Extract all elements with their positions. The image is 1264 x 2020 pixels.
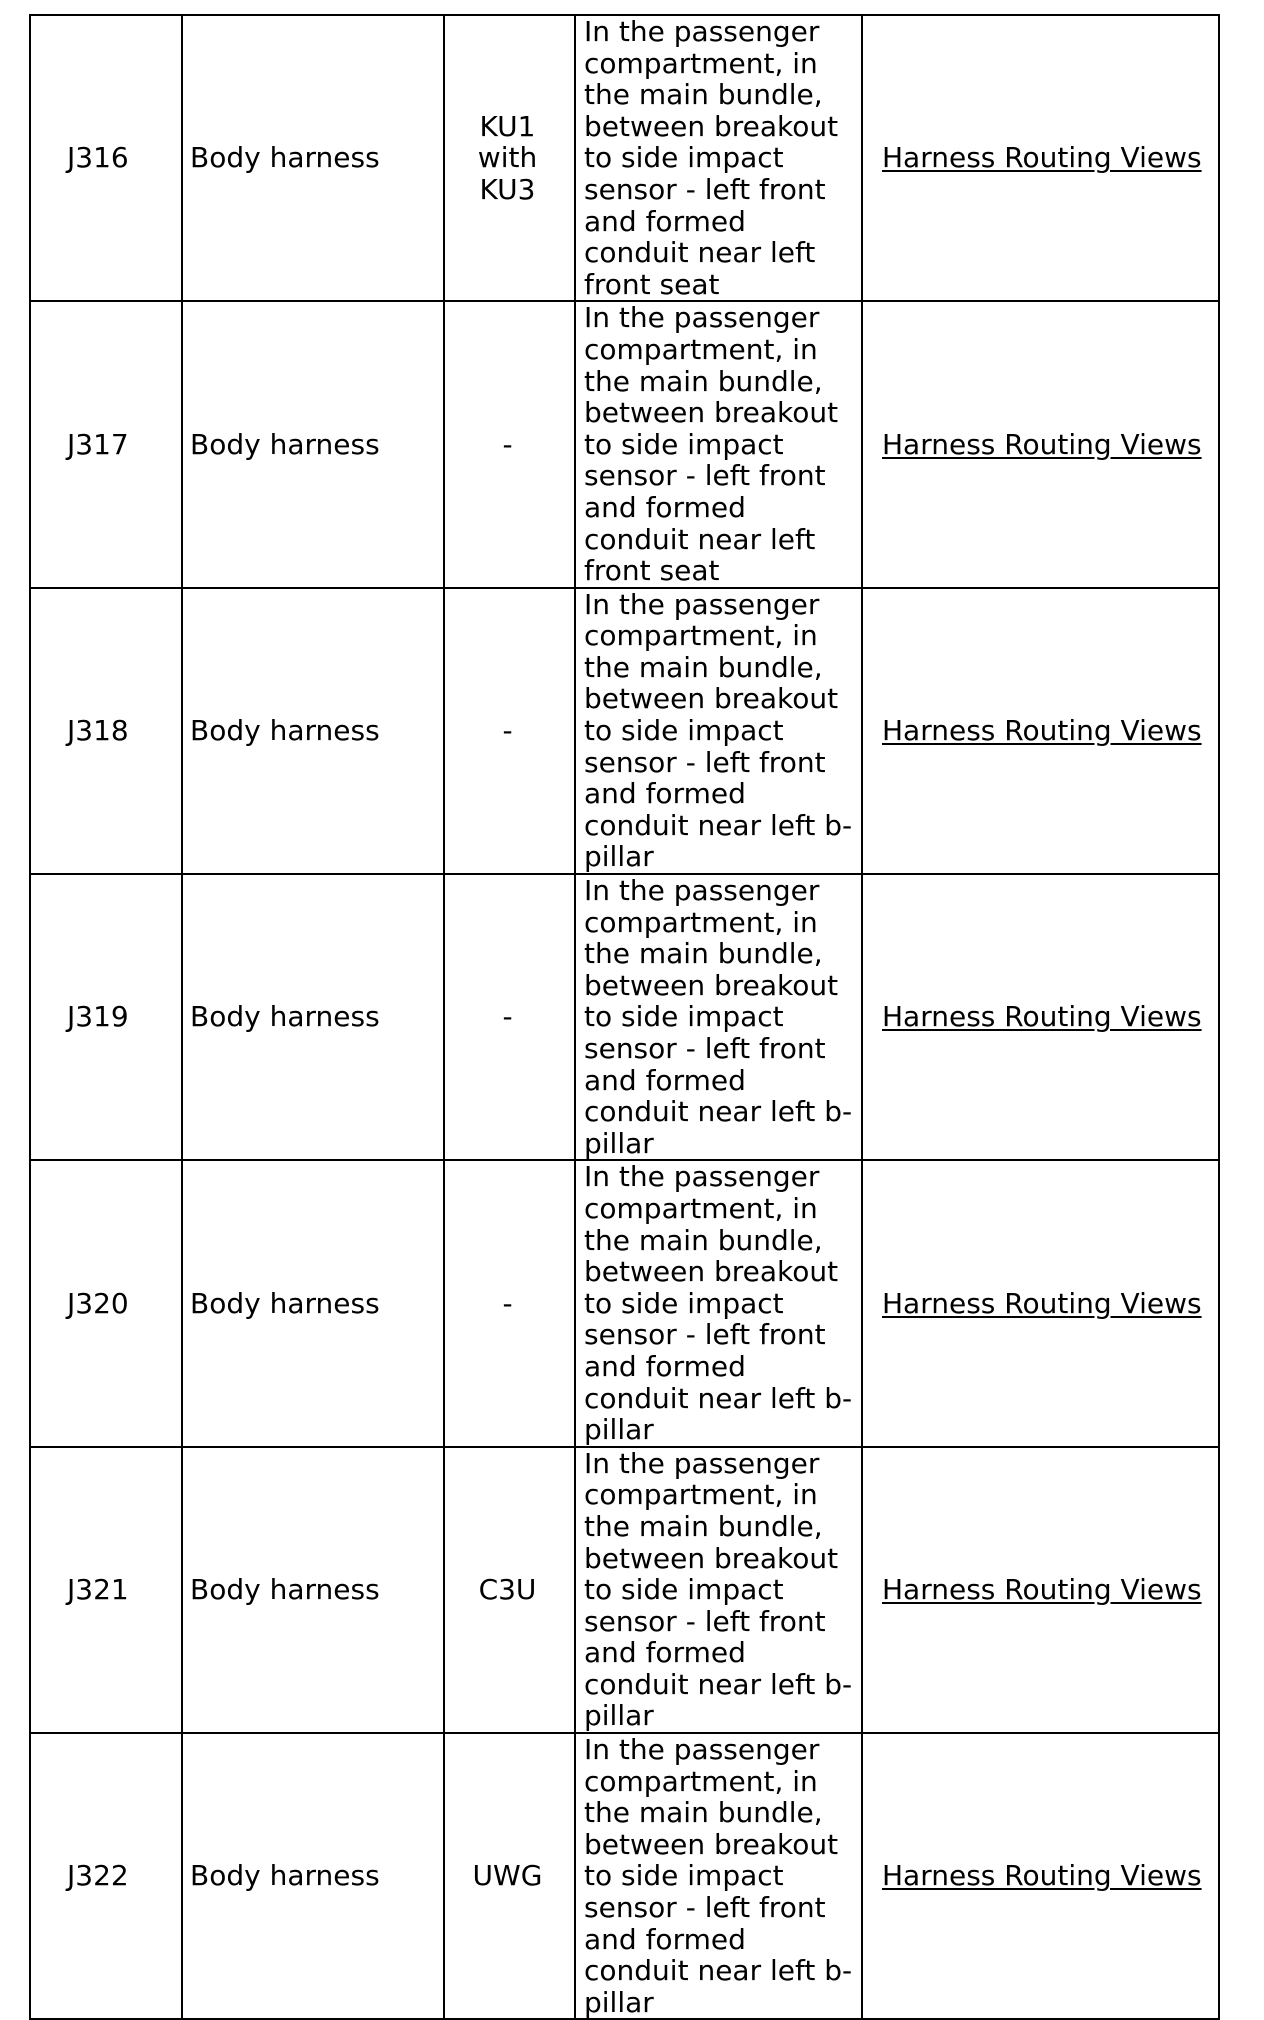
connector-id-cell (30, 1160, 182, 1446)
link-cell (862, 1160, 1219, 1446)
harness-name: Body harness (190, 1859, 380, 1893)
option-cell (444, 1733, 575, 2019)
connector-id: J320 (67, 1286, 129, 1320)
location-cell (575, 874, 862, 1160)
harness-name: Body harness (190, 714, 380, 748)
table-row (30, 1733, 1219, 2019)
table-row (30, 301, 1219, 587)
table-row (30, 1160, 1219, 1446)
link-cell (862, 1447, 1219, 1733)
connector-id-cell (30, 1447, 182, 1733)
location-cell (575, 1160, 862, 1446)
option-cell (444, 15, 575, 301)
option-cell (444, 301, 575, 587)
option-cell (444, 588, 575, 874)
option-cell (444, 1447, 575, 1733)
location-description: In the passenger compartment, in the main bundle, between breakout to side impact sensor - left front and formed conduit near left b-pillar (584, 1160, 853, 1447)
harness-name: Body harness (190, 1000, 380, 1034)
link-cell (862, 588, 1219, 874)
harness-routing-views-link[interactable]: Harness Routing Views (882, 427, 1202, 461)
option-cell (444, 874, 575, 1160)
connector-id: J319 (67, 1000, 129, 1034)
link-cell (862, 1733, 1219, 2019)
connector-id: J317 (67, 427, 129, 461)
connector-id-cell (30, 1733, 182, 2019)
table-row (30, 588, 1219, 874)
location-description: In the passenger compartment, in the main bundle, between breakout to side impact sensor - left front and formed conduit near left front seat (584, 301, 839, 588)
harness-name: Body harness (190, 427, 380, 461)
harness-cell (182, 1160, 444, 1446)
location-description: In the passenger compartment, in the main bundle, between breakout to side impact sensor - left front and formed conduit near left b-pillar (584, 874, 853, 1160)
table-row (30, 15, 1219, 301)
location-cell (575, 15, 862, 301)
connector-id-cell (30, 15, 182, 301)
location-cell (575, 1447, 862, 1733)
location-description: In the passenger compartment, in the main bundle, between breakout to side impact sensor - left front and formed conduit near left front seat (584, 15, 839, 301)
option-code: - (502, 714, 513, 748)
option-code: C3U (478, 1573, 537, 1607)
table-row (30, 874, 1219, 1160)
link-cell (862, 874, 1219, 1160)
harness-name: Body harness (190, 1286, 380, 1320)
harness-cell (182, 301, 444, 587)
harness-cell (182, 874, 444, 1160)
location-cell (575, 588, 862, 874)
connector-id-cell (30, 588, 182, 874)
harness-routing-views-link[interactable]: Harness Routing Views (882, 141, 1202, 175)
harness-routing-views-link[interactable]: Harness Routing Views (882, 1859, 1202, 1893)
harness-routing-views-link[interactable]: Harness Routing Views (882, 714, 1202, 748)
connector-id: J322 (67, 1859, 129, 1893)
link-cell (862, 15, 1219, 301)
option-code: KU1 with KU3 (477, 109, 538, 206)
option-code: - (502, 1000, 513, 1034)
connector-id-cell (30, 874, 182, 1160)
connector-id: J316 (67, 141, 129, 175)
harness-name: Body harness (190, 141, 380, 175)
harness-routing-views-link[interactable]: Harness Routing Views (882, 1573, 1202, 1607)
link-cell (862, 301, 1219, 587)
harness-cell (182, 1447, 444, 1733)
option-code: UWG (472, 1859, 543, 1893)
location-description: In the passenger compartment, in the main bundle, between breakout to side impact sensor - left front and formed conduit near left b-pillar (584, 1446, 853, 1733)
option-cell (444, 1160, 575, 1446)
connector-id: J321 (67, 1573, 129, 1607)
harness-cell (182, 588, 444, 874)
harness-routing-views-link[interactable]: Harness Routing Views (882, 1000, 1202, 1034)
harness-cell (182, 15, 444, 301)
option-code: - (502, 1286, 513, 1320)
connector-id-cell (30, 301, 182, 587)
location-cell (575, 301, 862, 587)
connector-id: J318 (67, 714, 129, 748)
table-row (30, 1447, 1219, 1733)
location-cell (575, 1733, 862, 2019)
connector-location-table (29, 14, 1220, 2020)
harness-name: Body harness (190, 1573, 380, 1607)
location-description: In the passenger compartment, in the main bundle, between breakout to side impact sensor - left front and formed conduit near left b-pillar (584, 1733, 853, 2019)
location-description: In the passenger compartment, in the main bundle, between breakout to side impact sensor - left front and formed conduit near left b-pillar (584, 587, 853, 874)
option-code: - (502, 427, 513, 461)
harness-routing-views-link[interactable]: Harness Routing Views (882, 1286, 1202, 1320)
harness-cell (182, 1733, 444, 2019)
